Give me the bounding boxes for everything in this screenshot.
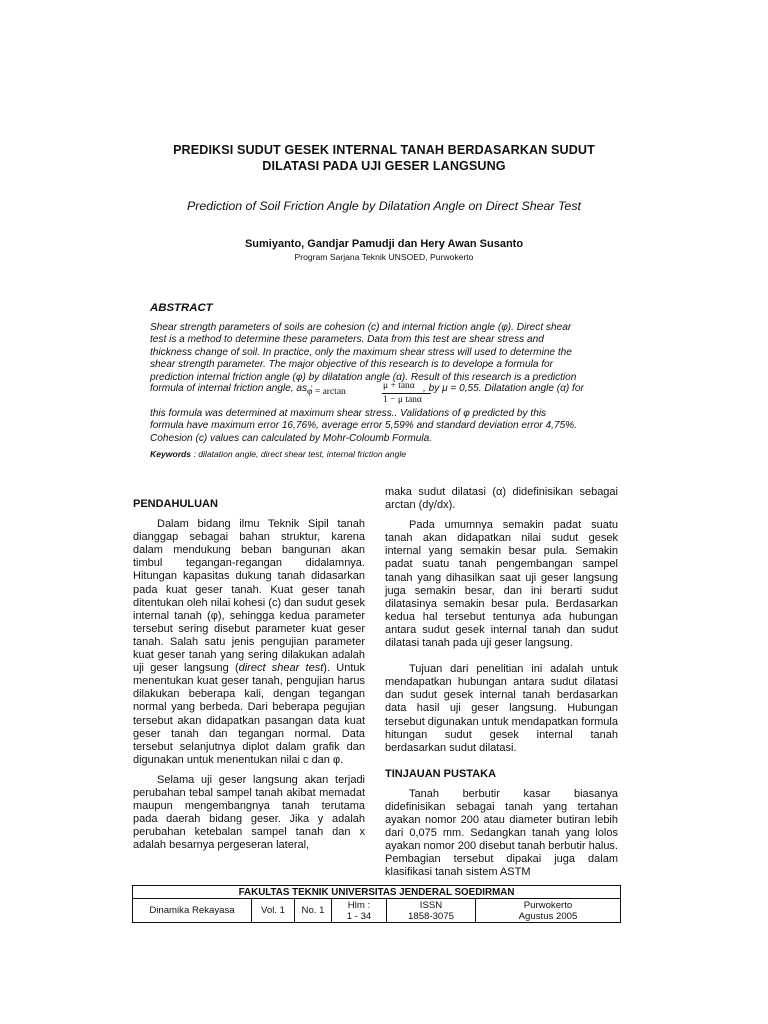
left-column xyxy=(133,498,365,852)
place: Purwokerto xyxy=(523,899,573,911)
formula-denominator: 1 − μ tanα xyxy=(383,395,422,405)
affiliation: Program Sarjana Teknik UNSOED, Purwokerto xyxy=(294,252,474,262)
paragraph-text: Dalam bidang ilmu Teknik Sipil tanah dianggap sebagai bahan struktur, karena dalam mendukung beban bangunan akan timbul tegangan-regangan didalamnya. Hitungan kapasitas dukung tanah didasarkan pada kuat geser tanah. Kuat geser tanah ditentukan oleh nilai kohesi (c) dan sudut gesek internal tanah (φ), sehingga kedua parameter tersebut sering disebut parameter kuat geser tanah. Salah satu jenis pengujian parameter kuat geser tanah yang sering dilakukan adalah uji geser langsung ( xyxy=(133,518,365,675)
abstract-line: formula have maximum error 16,76%, average error 5,59% and standard deviation error 4,75%. xyxy=(150,420,577,432)
issn-label: ISSN xyxy=(419,899,443,911)
body-paragraph: Pada umumnya semakin padat suatu tanah akan didapatkan nilai sudut gesek internal yang semakin besar pula. Semakin padat suatu tanah pengembangan sampel tanah yang dihasilkan saat uji geser langsung juga semakin besar, dan ini berarti sudut dilatasinya semakin besar pula. Berdasarkan kedua hal tersebut tentunya ada hubungan antara sudut gesek internal tanah dan sudut dilatasi tanah pada uji geser langsung. xyxy=(385,519,618,650)
formula-lhs: φ = arctan xyxy=(307,387,346,397)
keywords xyxy=(150,449,406,459)
body-paragraph: Selama uji geser langsung akan terjadi perubahan tebal sampel tanah akibat memadat maupun mengembangnya tanah terutama pada daerah bidang geser. Jika y adalah perubahan ketebalan sampel tanah dan x adalah besarnya pergeseran lateral, xyxy=(133,773,365,852)
abstract-paragraph-2 xyxy=(150,408,602,445)
faculty-header: FAKULTAS TEKNIK UNIVERSITAS JENDERAL SOEDIRMAN xyxy=(133,886,621,899)
formula-numerator: μ + tanα xyxy=(383,381,415,391)
issn-value: 1858-3075 xyxy=(408,910,454,922)
abstract-line: shear strength parameter. The major objective of this research is to develope a formula for xyxy=(150,359,554,371)
pages-cell xyxy=(332,899,387,923)
journal-footer-table xyxy=(132,885,621,923)
issn-cell xyxy=(387,899,476,923)
body-paragraph xyxy=(133,518,365,767)
keywords-label: Keywords xyxy=(150,449,192,459)
title-line-1: PREDIKSI SUDUT GESEK INTERNAL TANAH BERDASARKAN SUDUT xyxy=(173,143,595,157)
abstract-line: Shear strength parameters of soils are cohesion (c) and internal friction angle (φ). Direct shear xyxy=(150,322,572,333)
journal-name: Dinamika Rekayasa xyxy=(133,899,252,923)
abstract-line: thickness change of soil. In practice, only the maximum shear stress will used to determine the xyxy=(150,346,572,358)
abstract-line: prediction internal friction angle (φ) by dilatation angle (α). Result of this research is a prediction xyxy=(150,371,577,383)
english-title: Prediction of Soil Friction Angle by Dilatation Angle on Direct Shear Test xyxy=(187,199,581,213)
abstract-line: test is a method to determine these parameters. Data from this test are shear stress and xyxy=(150,334,544,346)
place-date-cell xyxy=(476,899,621,923)
paragraph-text: ). Untuk menentukan kuat geser tanah, pengujian harus dilakukan beberapa kali, dengan tegangan normal yang berbeda. Dari beberapa pegujian tersebut akan didapatkan pasangan data kuat geser tanah dan tegangan normal. Data tersebut selanjutnya diplot dalam grafik dan digunakan untuk menentukan nilai c dan φ. xyxy=(133,662,365,766)
section-heading-tinjauan-pustaka: TINJAUAN PUSTAKA xyxy=(385,767,497,780)
publication-date: Agustus 2005 xyxy=(518,910,578,922)
authors: Sumiyanto, Gandjar Pamudji dan Hery Awan Susanto xyxy=(244,238,524,250)
title-line-2: DILATASI PADA UJI GESER LANGSUNG xyxy=(262,158,506,173)
paper-title xyxy=(100,143,668,174)
volume: Vol. 1 xyxy=(252,899,295,923)
section-heading-pendahuluan: PENDAHULUAN xyxy=(133,498,218,510)
body-paragraph: Tujuan dari penelitian ini adalah untuk mendapatkan hubungan antara sudut dilatasi dan sudut gesek internal tanah berdasarkan data hasil uji geser langsung. Hubungan tersebut digunakan untuk mendapatkan formula hitungan sudut gesek internal tanah berdasarkan sudut dilatasi. xyxy=(385,663,618,754)
abstract-line: this formula was determined at maximum shear stress.. Validations of φ predicted by this xyxy=(150,408,547,419)
pages-label: Hlm : xyxy=(347,899,371,911)
body-paragraph: maka sudut dilatasi (α) didefinisikan sebagai arctan (dy/dx). xyxy=(385,486,618,512)
right-column xyxy=(385,486,618,880)
body-paragraph: Tanah berbutir kasar biasanya didefinisikan sebagai tanah yang tertahan ayakan nomor 200 atau diameter butiran lebih dari 0,075 mm. Sedangkan tanah yang lolos ayakan nomor 200 disebut tanah berbutir halus. Pembagian tersebut dipakai juga dalam klasifikasi tanah sistem ASTM xyxy=(385,787,618,879)
keywords-text: : dilatation angle, direct shear test, internal friction angle xyxy=(191,449,407,459)
abstract-paragraph-1 xyxy=(150,322,602,384)
issue-number: No. 1 xyxy=(295,899,332,923)
pages-value: 1 - 34 xyxy=(346,910,372,922)
italic-term: direct shear test xyxy=(238,662,324,675)
formula-intro: formula of internal friction angle, as : xyxy=(150,383,313,394)
abstract-heading: ABSTRACT xyxy=(150,302,213,314)
abstract-formula-line xyxy=(150,381,602,407)
abstract-line: Cohesion (c) values can calculated by Mohr-Coloumb Formula. xyxy=(150,432,433,444)
formula-tail: , by μ = 0,55. Dilatation angle (α) for xyxy=(423,383,584,394)
